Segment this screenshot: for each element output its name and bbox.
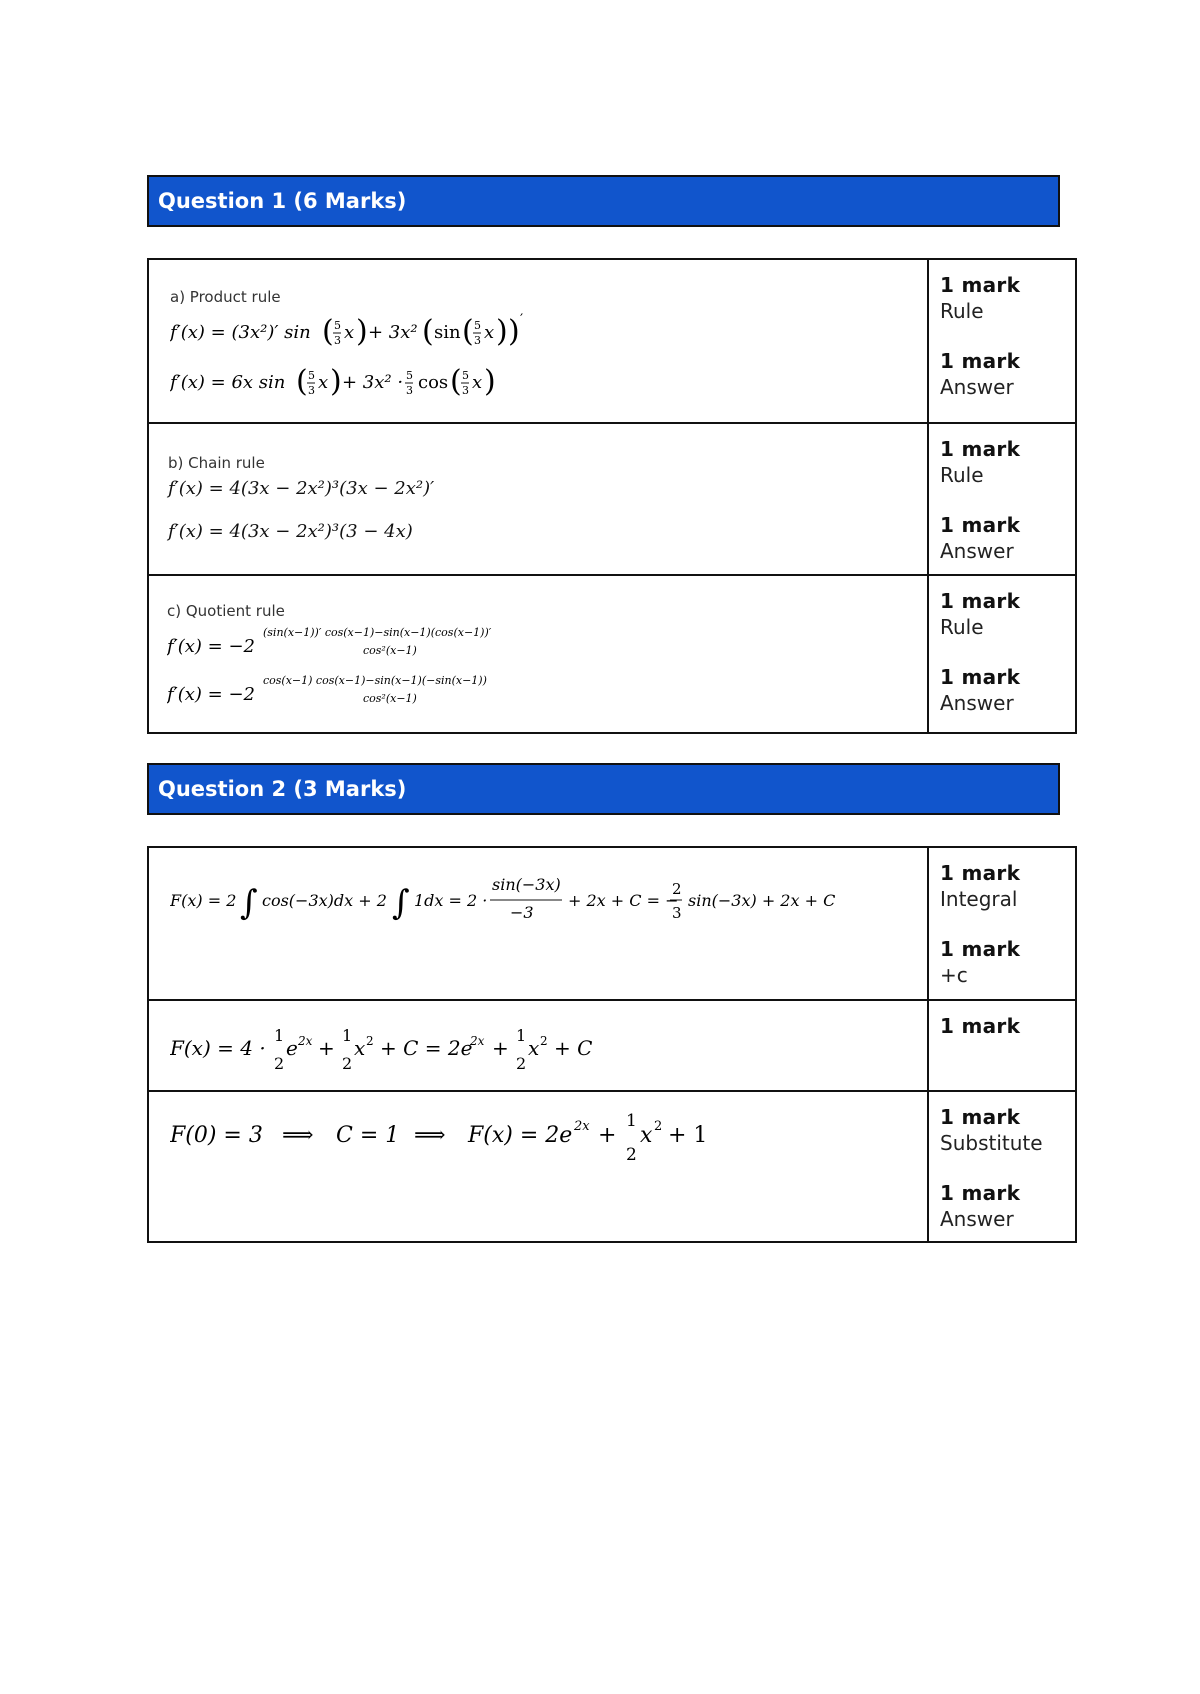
svg-text:+ 2x + C = −: + 2x + C = − <box>568 891 679 910</box>
svg-text:sin(−3x): sin(−3x) <box>492 875 561 894</box>
svg-text:x: x <box>344 322 355 343</box>
svg-text:x: x <box>472 372 483 393</box>
q1b-mark-1-label: 1 mark <box>940 437 1021 461</box>
q2-row-2-mark-1-label: 1 mark <box>940 1014 1021 1038</box>
svg-text:2: 2 <box>516 1054 527 1073</box>
q1a-mark-1-desc: Rule <box>940 299 984 323</box>
q2-eq2-svg <box>170 1019 610 1079</box>
q1c-working <box>148 575 928 733</box>
svg-text:x: x <box>640 1123 653 1148</box>
question-2-header <box>147 763 1060 815</box>
svg-text:cos²(x−1): cos²(x−1) <box>363 692 417 705</box>
svg-text:f′(x) = −2: f′(x) = −2 <box>167 636 256 657</box>
svg-text:+ 1: + 1 <box>668 1123 708 1148</box>
svg-text:(: ( <box>322 314 334 349</box>
q1a-marks <box>928 259 1076 423</box>
q1-row-b <box>148 423 1076 575</box>
svg-text:2: 2 <box>654 1119 663 1134</box>
q1b-marks <box>928 423 1076 575</box>
q2-row-1-mark-1-label: 1 mark <box>940 861 1021 885</box>
q2-row-1 <box>148 847 1076 1000</box>
q1a-mark-2-label: 1 mark <box>940 349 1021 373</box>
svg-text:x: x <box>318 372 329 393</box>
q1c-mark-1-desc: Rule <box>940 615 984 639</box>
svg-text:F(x) = 2: F(x) = 2 <box>170 891 237 910</box>
q1c-eq2-svg <box>167 670 547 714</box>
svg-text:f′(x) = (3x²)′ sin: f′(x) = (3x²)′ sin <box>170 322 311 343</box>
svg-text:2: 2 <box>366 1034 374 1048</box>
svg-text:): ) <box>330 364 342 399</box>
q2-row-1-line <box>149 848 927 930</box>
question-2-table <box>147 846 1077 1243</box>
q1a-part-label: a) Product rule <box>170 288 281 306</box>
svg-text:+ C = 2e: + C = 2e <box>380 1036 473 1060</box>
question-2-title: Question 2 (3 Marks) <box>158 777 407 801</box>
svg-text:∫: ∫ <box>240 883 258 923</box>
svg-text:(: ( <box>450 364 462 399</box>
question-1-header <box>147 175 1060 227</box>
svg-text:x: x <box>484 322 495 343</box>
svg-text:1: 1 <box>626 1111 637 1131</box>
q2-row-1-working <box>148 847 928 1000</box>
svg-text:cos²(x−1): cos²(x−1) <box>363 644 417 657</box>
svg-text:2x: 2x <box>574 1119 590 1134</box>
svg-text:+ C: + C <box>554 1036 593 1060</box>
svg-text:C = 1: C = 1 <box>336 1123 400 1148</box>
svg-text:5: 5 <box>308 369 315 382</box>
q1b-working <box>148 423 928 575</box>
question-1-title: Question 1 (6 Marks) <box>158 189 407 213</box>
q2-row-2-working <box>148 1000 928 1091</box>
q2-row-1-mark-2-label: 1 mark <box>940 937 1021 961</box>
q1c-eq1-svg <box>167 622 547 666</box>
q1c-mark-1-label: 1 mark <box>940 589 1021 613</box>
svg-text:): ) <box>356 314 368 349</box>
q1c-marks <box>928 575 1076 733</box>
svg-text:cos(−3x)dx + 2: cos(−3x)dx + 2 <box>262 891 387 910</box>
svg-text:F(x) = 4 ·: F(x) = 4 · <box>170 1036 266 1060</box>
svg-text:sin(−3x) + 2x + C: sin(−3x) + 2x + C <box>688 891 836 910</box>
svg-text:3: 3 <box>406 384 413 397</box>
svg-text:1: 1 <box>274 1026 285 1045</box>
svg-text:): ) <box>484 364 496 399</box>
svg-text:): ) <box>496 314 508 349</box>
q1b-line-2: f′(x) = 4(3x − 2x²)³(3 − 4x) <box>168 521 413 542</box>
svg-text:∫: ∫ <box>392 883 410 923</box>
svg-text:(sin(x−1))′ cos(x−1)−sin(x−1)(: (sin(x−1))′ cos(x−1)−sin(x−1)(cos(x−1))′ <box>263 626 492 639</box>
q1-row-a <box>148 259 1076 423</box>
svg-text:): ) <box>508 314 520 349</box>
svg-text:+ 3x² ·: + 3x² · <box>342 372 404 393</box>
q1b-part-label: b) Chain rule <box>168 454 265 472</box>
svg-text:5: 5 <box>334 319 341 332</box>
svg-text:f′(x) = −2: f′(x) = −2 <box>167 684 256 705</box>
svg-text:f′(x) = 6x sin: f′(x) = 6x sin <box>170 372 286 393</box>
q1c-mark-2-desc: Answer <box>940 691 1014 715</box>
q1c-line-1 <box>167 622 927 670</box>
svg-text:2: 2 <box>540 1034 548 1048</box>
svg-text:F(0) = 3: F(0) = 3 <box>170 1123 263 1148</box>
q2-row-1-marks <box>928 847 1076 1000</box>
svg-text:x: x <box>528 1036 540 1060</box>
svg-text:3: 3 <box>474 334 481 347</box>
svg-text:+: + <box>318 1036 335 1060</box>
svg-text:5: 5 <box>406 369 413 382</box>
q2-row-3-mark-1-desc: Substitute <box>940 1131 1043 1155</box>
svg-text:1dx = 2 ·: 1dx = 2 · <box>414 891 488 910</box>
svg-text:2: 2 <box>626 1145 637 1165</box>
q1b-mark-1-desc: Rule <box>940 463 984 487</box>
q1c-mark-2-label: 1 mark <box>940 665 1021 689</box>
q2-eq1-svg <box>170 870 850 930</box>
svg-text:⟹: ⟹ <box>282 1123 314 1148</box>
q2-row-3-mark-2-label: 1 mark <box>940 1181 1021 1205</box>
svg-text:cos(x−1) cos(x−1)−sin(x−1)(−si: cos(x−1) cos(x−1)−sin(x−1)(−sin(x−1)) <box>263 674 487 687</box>
q1a-mark-1-label: 1 mark <box>940 273 1021 297</box>
svg-text:2x: 2x <box>470 1034 485 1048</box>
svg-text:5: 5 <box>474 319 481 332</box>
q1-row-c <box>148 575 1076 733</box>
svg-text:2: 2 <box>274 1054 285 1073</box>
q1c-part-label: c) Quotient rule <box>167 602 285 620</box>
q2-row-3-mark-2-desc: Answer <box>940 1207 1014 1231</box>
q1b-line-1: f′(x) = 4(3x − 2x²)³(3x − 2x²)′ <box>168 478 435 499</box>
svg-text:2: 2 <box>672 880 682 898</box>
svg-text:2x: 2x <box>298 1034 313 1048</box>
svg-text:+: + <box>598 1123 617 1148</box>
svg-text:(: ( <box>462 314 474 349</box>
q2-row-3-working <box>148 1091 928 1242</box>
svg-text:5: 5 <box>462 369 469 382</box>
svg-text:sin: sin <box>434 322 461 343</box>
q1b-mark-2-desc: Answer <box>940 539 1014 563</box>
q2-eq3-svg <box>170 1106 730 1170</box>
svg-text:+ 3x²: + 3x² <box>368 322 418 343</box>
q2-row-2 <box>148 1000 1076 1091</box>
svg-text:(: ( <box>422 314 434 349</box>
svg-text:⟹: ⟹ <box>414 1123 446 1148</box>
q1a-eq1-svg <box>170 308 530 352</box>
q2-row-3 <box>148 1091 1076 1242</box>
q1b-mark-2-label: 1 mark <box>940 513 1021 537</box>
svg-text:2: 2 <box>342 1054 353 1073</box>
svg-text:F(x) = 2e: F(x) = 2e <box>468 1123 573 1148</box>
svg-text:3: 3 <box>672 904 682 922</box>
q2-row-3-marks <box>928 1091 1076 1242</box>
svg-text:′: ′ <box>520 312 524 328</box>
svg-text:1: 1 <box>516 1026 527 1045</box>
q1a-mark-2-desc: Answer <box>940 375 1014 399</box>
q2-row-3-mark-1-label: 1 mark <box>940 1105 1021 1129</box>
q1a-eq2-svg <box>170 358 500 402</box>
svg-text:x: x <box>354 1036 366 1060</box>
svg-text:3: 3 <box>334 334 341 347</box>
q1c-line-2 <box>167 670 927 714</box>
q1a-line-2 <box>170 358 927 402</box>
svg-text:(: ( <box>296 364 308 399</box>
q2-row-1-mark-1-desc: Integral <box>940 887 1018 911</box>
q2-row-3-line <box>149 1092 927 1170</box>
svg-text:+: + <box>492 1036 509 1060</box>
svg-text:1: 1 <box>342 1026 353 1045</box>
q2-row-2-line <box>149 1001 927 1079</box>
q2-row-2-marks <box>928 1000 1076 1091</box>
q1a-working <box>148 259 928 423</box>
svg-text:cos: cos <box>418 372 449 393</box>
svg-text:−3: −3 <box>510 903 534 922</box>
question-1-table <box>147 258 1077 734</box>
svg-text:3: 3 <box>308 384 315 397</box>
svg-text:3: 3 <box>462 384 469 397</box>
svg-text:e: e <box>286 1036 298 1060</box>
q1a-line-1 <box>170 308 927 358</box>
q2-row-1-mark-2-desc: +c <box>940 963 968 987</box>
